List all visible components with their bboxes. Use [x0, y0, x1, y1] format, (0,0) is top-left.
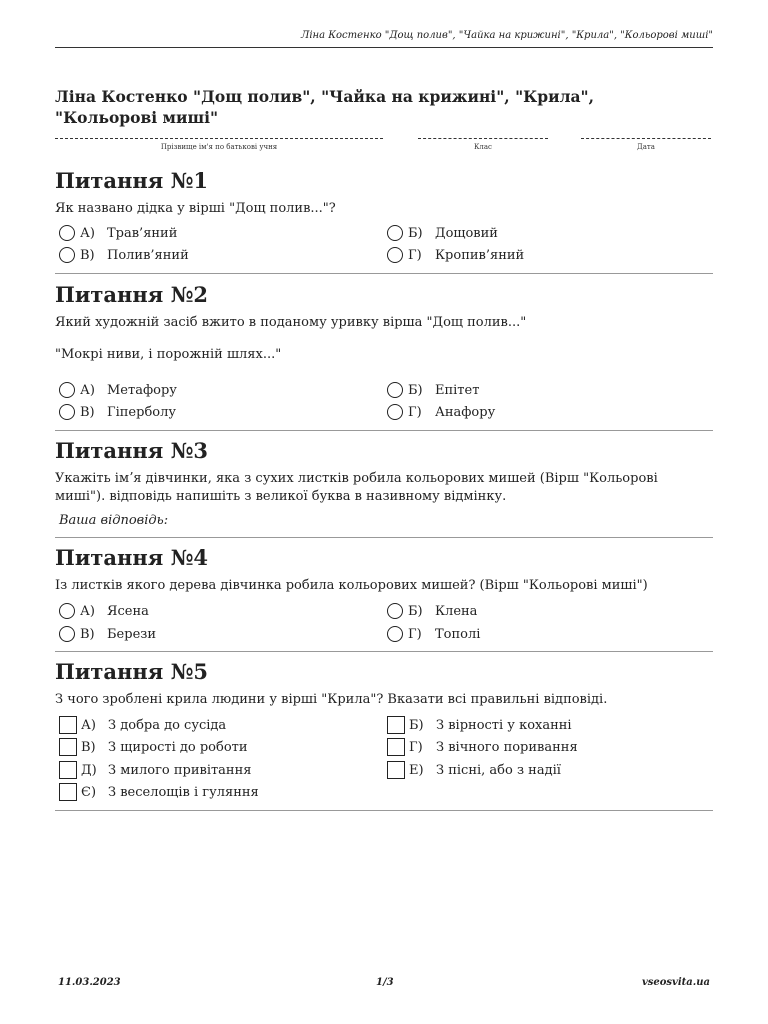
radio-button[interactable] — [59, 404, 75, 420]
running-header: Ліна Костенко "Дощ полив", "Чайка на крижині", "Крила", "Кольорові миші" — [55, 30, 713, 48]
option-label: Дощовий — [435, 225, 498, 241]
option-letter: А) — [80, 603, 95, 619]
question-quote: "Мокрі ниви, і порожній шлях..." — [55, 347, 282, 362]
option-letter: А) — [80, 225, 95, 241]
option-a[interactable] — [59, 223, 177, 243]
option-letter: А) — [80, 382, 95, 398]
option-b[interactable] — [387, 223, 498, 243]
option-letter: Б) — [408, 603, 423, 619]
checkbox[interactable] — [59, 783, 77, 801]
option-g[interactable] — [387, 624, 480, 644]
checkbox[interactable] — [59, 738, 77, 756]
option-ye[interactable] — [59, 782, 259, 802]
option-a[interactable] — [59, 601, 149, 621]
student-name-line — [55, 138, 383, 139]
class-caption: Клас — [474, 143, 492, 151]
class-line — [418, 138, 548, 139]
question-title: Питання №4 — [55, 545, 209, 570]
option-b[interactable] — [387, 380, 479, 400]
option-v[interactable] — [59, 402, 176, 422]
option-b[interactable] — [387, 715, 572, 735]
radio-button[interactable] — [387, 382, 403, 398]
option-label: Полив’яний — [107, 247, 189, 263]
question-5 — [55, 659, 713, 811]
option-letter: Е) — [409, 762, 424, 778]
radio-button[interactable] — [387, 225, 403, 241]
option-letter: Г) — [409, 739, 423, 755]
question-text: Який художній засіб вжито в поданому уривку вірша "Дощ полив..." — [55, 315, 527, 330]
option-label: З вірності у коханні — [436, 717, 572, 733]
option-letter: Б) — [408, 225, 423, 241]
question-text: Як названо дідка у вірші "Дощ полив..."? — [55, 201, 336, 216]
option-label: Епітет — [435, 382, 480, 398]
student-name-field[interactable] — [55, 138, 383, 151]
radio-button[interactable] — [387, 247, 403, 263]
option-label: Анафору — [435, 404, 496, 420]
option-b[interactable] — [387, 601, 477, 621]
option-label: З милого привітання — [108, 762, 252, 778]
option-label: З щирості до роботи — [108, 739, 248, 755]
radio-button[interactable] — [59, 247, 75, 263]
option-letter: В) — [80, 247, 95, 263]
option-label: Тополі — [435, 626, 481, 642]
option-letter: Б) — [408, 382, 423, 398]
question-title: Питання №5 — [55, 659, 209, 684]
option-g[interactable] — [387, 402, 495, 422]
radio-button[interactable] — [59, 603, 75, 619]
option-g[interactable] — [387, 245, 524, 265]
document-title: Ліна Костенко "Дощ полив", "Чайка на крижині", "Крила", "Кольорові миші" — [55, 87, 595, 127]
question-2 — [55, 282, 713, 431]
question-4 — [55, 545, 713, 652]
option-label: Трав’яний — [107, 225, 178, 241]
option-label: Метафору — [107, 382, 177, 398]
option-label: Берези — [107, 626, 157, 642]
class-field[interactable] — [418, 138, 548, 151]
option-v[interactable] — [59, 624, 156, 644]
checkbox[interactable] — [387, 716, 405, 734]
option-label: Кропив’яний — [435, 247, 525, 263]
checkbox[interactable] — [59, 716, 77, 734]
option-letter: Г) — [408, 626, 422, 642]
radio-button[interactable] — [387, 626, 403, 642]
question-title: Питання №3 — [55, 438, 209, 463]
footer-page-number: 1/3 — [376, 977, 394, 988]
date-field[interactable] — [581, 138, 711, 151]
student-name-caption: Прізвище ім'я по батькові учня — [160, 143, 278, 151]
radio-button[interactable] — [387, 603, 403, 619]
option-a[interactable] — [59, 715, 226, 735]
option-letter: Д) — [81, 762, 97, 778]
option-letter: Б) — [409, 717, 424, 733]
question-text: З чого зроблені крила людини у вірші "Крила"? Вказати всі правильні відповіді. — [55, 692, 608, 707]
option-d[interactable] — [59, 760, 251, 780]
date-line — [581, 138, 711, 139]
question-text: Укажіть імʼя дівчинки, яка з сухих листків робила кольорових мишей (Вірш "Кольорові миші"). відповідь напишіть з великої буква в називному відмінку. — [55, 471, 658, 504]
question-title: Питання №1 — [55, 168, 209, 193]
option-v[interactable] — [59, 245, 189, 265]
option-g[interactable] — [387, 737, 578, 757]
option-label: З добра до сусіда — [108, 717, 227, 733]
option-label: Клена — [435, 603, 478, 619]
option-letter: В) — [80, 626, 95, 642]
option-label: Ясена — [107, 603, 149, 619]
option-letter: В) — [80, 404, 95, 420]
radio-button[interactable] — [59, 382, 75, 398]
question-title: Питання №2 — [55, 282, 209, 307]
checkbox[interactable] — [387, 738, 405, 756]
radio-button[interactable] — [59, 225, 75, 241]
option-letter: Г) — [408, 247, 422, 263]
option-letter: Є) — [81, 784, 97, 800]
footer-site[interactable]: vseosvita.ua — [641, 977, 710, 988]
question-1 — [55, 168, 713, 274]
option-label: З вічного поривання — [436, 739, 578, 755]
option-label: З пісні, або з надії — [436, 762, 561, 778]
option-v[interactable] — [59, 737, 248, 757]
checkbox[interactable] — [387, 761, 405, 779]
option-letter: В) — [81, 739, 96, 755]
checkbox[interactable] — [59, 761, 77, 779]
radio-button[interactable] — [59, 626, 75, 642]
option-letter: Г) — [408, 404, 422, 420]
option-a[interactable] — [59, 380, 177, 400]
option-label: З веселощів і гуляння — [108, 784, 259, 800]
footer-date: 11.03.2023 — [58, 977, 121, 988]
answer-field-label[interactable]: Ваша відповідь: — [59, 513, 169, 528]
question-text: Із листків якого дерева дівчинка робила кольорових мишей? (Вірш "Кольорові миші") — [55, 578, 648, 593]
option-label: Гіперболу — [107, 404, 177, 420]
date-caption: Дата — [637, 143, 655, 151]
option-letter: А) — [81, 717, 96, 733]
radio-button[interactable] — [387, 404, 403, 420]
question-3 — [55, 438, 713, 538]
option-e[interactable] — [387, 760, 561, 780]
